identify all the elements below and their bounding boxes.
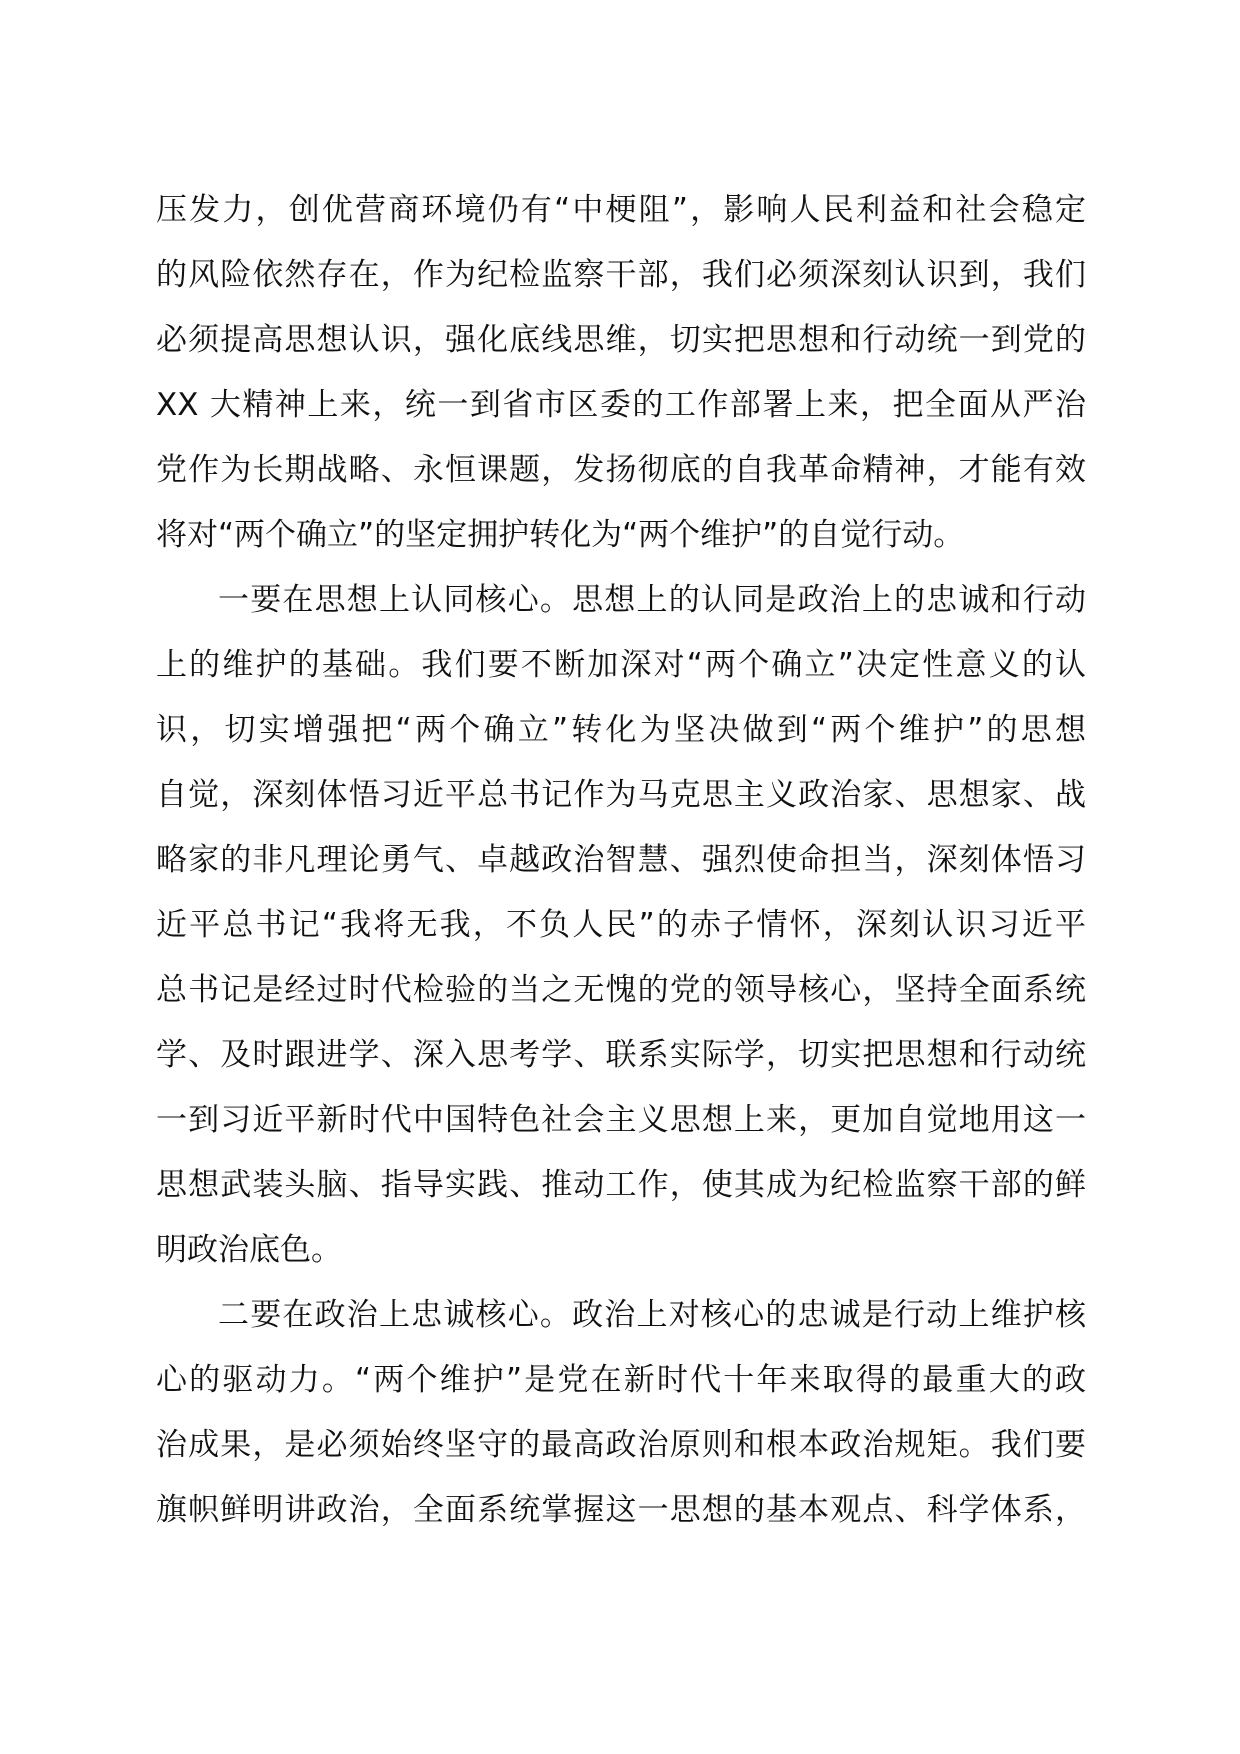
text-line: 上的维护的基础。我们要不断加深对“两个确立”决定性意义的认 [156, 647, 1086, 683]
text-line: 识，切实增强把“两个确立”转化为坚决做到“两个维护”的思想 [156, 712, 1086, 748]
text-line: 压发力，创优营商环境仍有“中梗阻”，影响人民利益和社会稳定 [156, 192, 1086, 228]
document-body [156, 178, 1086, 1543]
text-line: XX 大精神上来，统一到省市区委的工作部署上来，把全面从严治 [156, 387, 1086, 423]
text-line: 治成果，是必须始终坚守的最高政治原则和根本政治规矩。我们要 [156, 1427, 1086, 1463]
intro-paragraph [156, 178, 1086, 568]
text-line: 学、及时跟进学、深入思考学、联系实际学，切实把思想和行动统 [156, 1037, 1086, 1073]
text-line: 必须提高思想认识，强化底线思维，切实把思想和行动统一到党的 [156, 322, 1086, 358]
text-line: 一要在思想上认同核心。思想上的认同是政治上的忠诚和行动 [218, 582, 1086, 618]
text-line: 自觉，深刻体悟习近平总书记作为马克思主义政治家、思想家、战 [156, 777, 1086, 813]
text-line: 的风险依然存在，作为纪检监察干部，我们必须深刻认识到，我们 [156, 257, 1086, 293]
text-line: 略家的非凡理论勇气、卓越政治智慧、强烈使命担当，深刻体悟习 [156, 842, 1086, 878]
text-line: 心的驱动力。“两个维护”是党在新时代十年来取得的最重大的政 [156, 1362, 1086, 1398]
text-line: 旗帜鲜明讲政治，全面系统掌握这一思想的基本观点、科学体系， [156, 1492, 1086, 1528]
text-line: 一到习近平新时代中国特色社会主义思想上来，更加自觉地用这一 [156, 1102, 1086, 1138]
text-line: 二要在政治上忠诚核心。政治上对核心的忠诚是行动上维护核 [218, 1297, 1086, 1333]
text-line: 思想武装头脑、指导实践、推动工作，使其成为纪检监察干部的鲜 [156, 1167, 1086, 1203]
paragraph-two [156, 1283, 1086, 1543]
text-line: 明政治底色。 [156, 1232, 342, 1268]
text-line: 总书记是经过时代检验的当之无愧的党的领导核心，坚持全面系统 [156, 972, 1086, 1008]
text-line: 党作为长期战略、永恒课题，发扬彻底的自我革命精神，才能有效 [156, 452, 1086, 488]
paragraph-one [156, 568, 1086, 1283]
text-line: 近平总书记“我将无我，不负人民”的赤子情怀，深刻认识习近平 [156, 907, 1086, 943]
text-line: 将对“两个确立”的坚定拥护转化为“两个维护”的自觉行动。 [156, 517, 965, 553]
